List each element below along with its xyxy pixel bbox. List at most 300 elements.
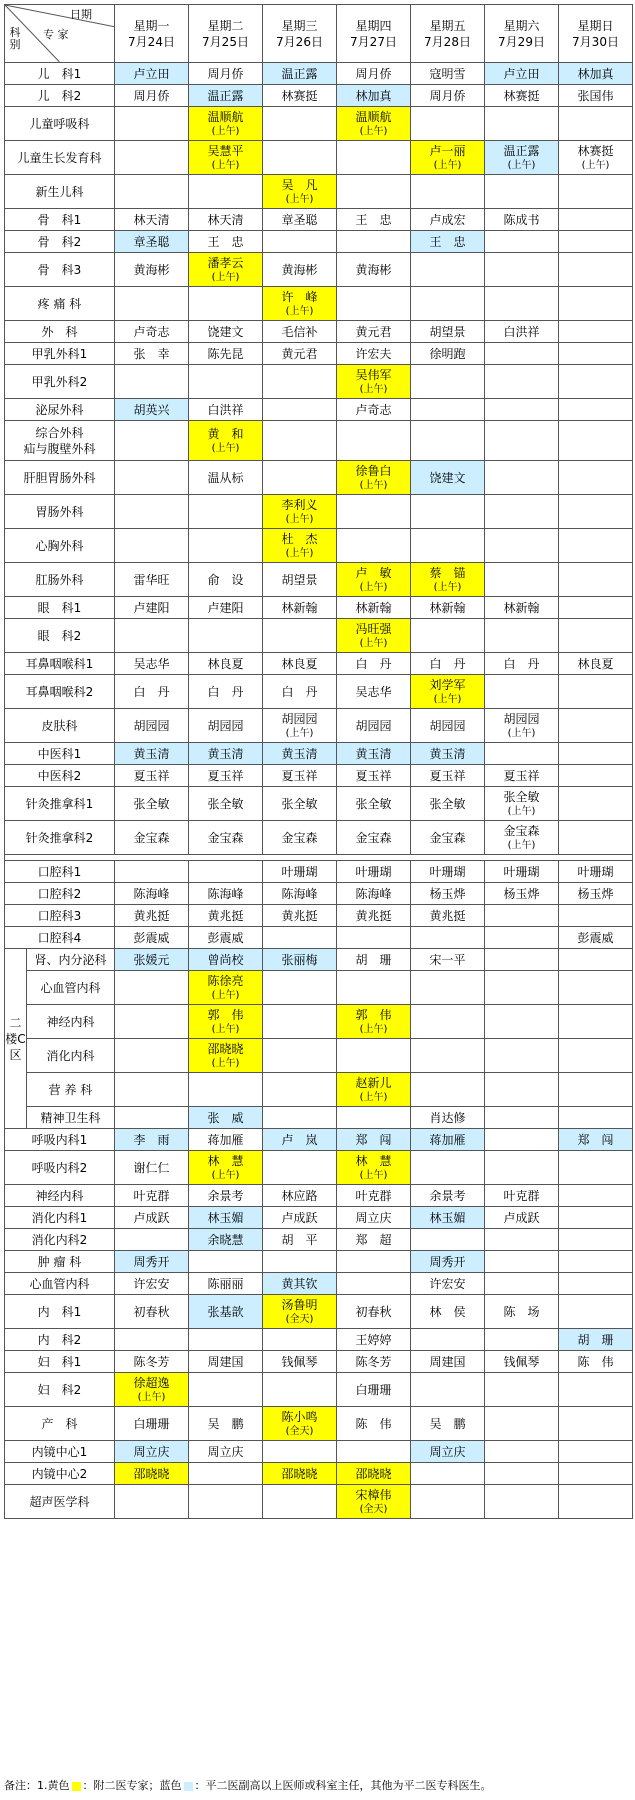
schedule-cell — [337, 1329, 411, 1351]
doctor-name: 黄兆挺 — [207, 908, 244, 923]
session-note: (上午) — [211, 271, 240, 283]
department-label: 超声医学科 — [5, 1485, 115, 1519]
schedule-cell — [337, 971, 411, 1005]
doctor-name: 卢立田 — [503, 66, 540, 81]
schedule-cell — [337, 141, 411, 175]
department-label: 内镜中心1 — [5, 1441, 115, 1463]
doctor-name: 陈海峰 — [355, 886, 392, 901]
schedule-cell — [337, 821, 411, 855]
schedule-cell — [485, 1039, 559, 1073]
schedule-cell — [263, 1373, 337, 1407]
schedule-cell — [485, 1463, 559, 1485]
doctor-name: 温正露 — [503, 143, 540, 158]
schedule-cell — [485, 787, 559, 821]
department-label: 儿童呼吸科 — [5, 107, 115, 141]
doctor-name: 林玉媚 — [429, 1210, 466, 1225]
schedule-cell — [263, 709, 337, 743]
doctor-name: 黄兆挺 — [281, 908, 318, 923]
schedule-cell — [559, 1005, 633, 1039]
schedule-cell — [411, 1251, 485, 1273]
schedule-cell — [189, 1129, 263, 1151]
schedule-cell — [411, 765, 485, 787]
doctor-name: 林新翰 — [429, 600, 466, 615]
department-label: 儿 科1 — [5, 63, 115, 85]
doctor-name: 张全敏 — [281, 796, 318, 811]
session-note: (上午) — [211, 159, 240, 171]
doctor-name: 吴 凡 — [281, 177, 318, 192]
schedule-cell — [189, 1407, 263, 1441]
schedule-row — [5, 1151, 633, 1185]
doctor-name: 吴志华 — [355, 684, 392, 699]
schedule-cell — [115, 85, 189, 107]
doctor-name: 周立庆 — [429, 1444, 466, 1459]
doctor-name: 张媛元 — [133, 952, 170, 967]
schedule-cell — [559, 1373, 633, 1407]
doctor-name: 曾尚校 — [207, 952, 244, 967]
schedule-cell — [337, 883, 411, 905]
department-label: 产 科 — [5, 1407, 115, 1441]
schedule-cell — [189, 1251, 263, 1273]
doctor-name: 钱佩琴 — [503, 1354, 540, 1369]
schedule-cell — [559, 175, 633, 209]
date-label: 7月25日 — [202, 34, 249, 49]
schedule-cell — [189, 821, 263, 855]
schedule-cell — [485, 1273, 559, 1295]
doctor-name: 吴慧平 — [207, 143, 244, 158]
department-label: 神经内科 — [27, 1005, 115, 1039]
session-note: (上午) — [285, 193, 314, 205]
doctor-name: 胡园园 — [207, 718, 244, 733]
schedule-cell — [559, 1295, 633, 1329]
schedule-cell — [263, 343, 337, 365]
doctor-name: 黄兆挺 — [429, 908, 466, 923]
doctor-name: 黄兆挺 — [133, 908, 170, 923]
date-label: 7月29日 — [498, 34, 545, 49]
session-note: (上午) — [507, 159, 536, 171]
department-label: 胃肠外科 — [5, 495, 115, 529]
doctor-name: 黄玉清 — [429, 746, 466, 761]
department-label-line: 疝与腹壁外科 — [23, 441, 96, 456]
schedule-cell — [485, 1351, 559, 1373]
schedule-cell — [189, 653, 263, 675]
doctor-name: 陈海峰 — [207, 886, 244, 901]
doctor-name: 张丽梅 — [281, 952, 318, 967]
schedule-cell — [263, 107, 337, 141]
schedule-cell — [189, 971, 263, 1005]
schedule-cell — [115, 743, 189, 765]
doctor-name: 黄玉清 — [355, 746, 392, 761]
schedule-cell — [411, 927, 485, 949]
doctor-name: 白 丹 — [207, 684, 244, 699]
doctor-name: 吴 鹏 — [207, 1416, 244, 1431]
schedule-cell — [559, 619, 633, 653]
schedule-cell — [115, 821, 189, 855]
schedule-cell — [189, 1295, 263, 1329]
session-note: (上午) — [433, 159, 462, 171]
schedule-cell — [337, 1039, 411, 1073]
schedule-cell — [337, 175, 411, 209]
schedule-cell — [115, 399, 189, 421]
schedule-cell — [411, 321, 485, 343]
doctor-name: 陈 伟 — [355, 1416, 392, 1431]
schedule-cell — [411, 107, 485, 141]
schedule-cell — [485, 1251, 559, 1273]
schedule-cell — [189, 1151, 263, 1185]
doctor-name: 初春秋 — [355, 1304, 392, 1319]
schedule-cell — [337, 1185, 411, 1207]
schedule-row — [5, 343, 633, 365]
schedule-cell — [337, 765, 411, 787]
schedule-cell — [115, 365, 189, 399]
schedule-cell — [263, 765, 337, 787]
schedule-cell — [263, 1151, 337, 1185]
schedule-cell — [263, 495, 337, 529]
schedule-cell — [115, 597, 189, 619]
doctor-name: 林赛挺 — [281, 88, 318, 103]
weekday-label: 星期二 — [207, 18, 244, 33]
group-label: 二楼C区 — [5, 949, 27, 1129]
schedule-cell — [411, 399, 485, 421]
schedule-cell — [115, 1151, 189, 1185]
schedule-cell — [411, 1107, 485, 1129]
schedule-cell — [485, 85, 559, 107]
department-label: 消化内科2 — [5, 1229, 115, 1251]
schedule-cell — [559, 343, 633, 365]
schedule-cell — [337, 1207, 411, 1229]
schedule-cell — [337, 1251, 411, 1273]
yellow-swatch-icon — [72, 1782, 81, 1791]
schedule-cell — [115, 253, 189, 287]
schedule-cell — [485, 107, 559, 141]
doctor-name: 林加真 — [355, 88, 392, 103]
schedule-cell — [485, 1229, 559, 1251]
doctor-name: 叶珊瑚 — [503, 864, 540, 879]
schedule-cell — [189, 1373, 263, 1407]
schedule-cell — [263, 597, 337, 619]
schedule-row — [5, 675, 633, 709]
session-note: (上午) — [285, 305, 314, 317]
schedule-row — [5, 1229, 633, 1251]
doctor-name: 陈海峰 — [281, 886, 318, 901]
schedule-cell — [115, 563, 189, 597]
schedule-row — [5, 1129, 633, 1151]
department-label: 神经内科 — [5, 1185, 115, 1207]
department-label: 中医科2 — [5, 765, 115, 787]
doctor-name: 卢成跃 — [133, 1210, 170, 1225]
doctor-name: 毛信补 — [281, 324, 318, 339]
doctor-name: 白 丹 — [355, 656, 392, 671]
schedule-cell — [411, 1151, 485, 1185]
doctor-name: 张 幸 — [133, 346, 170, 361]
doctor-name: 周月侨 — [355, 66, 392, 81]
doctor-name: 郑 闯 — [355, 1132, 392, 1147]
department-label: 消化内科1 — [5, 1207, 115, 1229]
schedule-cell — [115, 1005, 189, 1039]
session-note: (全天) — [285, 1425, 314, 1437]
doctor-name: 刘学军 — [429, 677, 466, 692]
doctor-name: 潘孝云 — [207, 255, 244, 270]
day-header-4 — [337, 5, 411, 63]
doctor-name: 张国伟 — [577, 88, 614, 103]
schedule-cell — [485, 529, 559, 563]
doctor-name: 林天清 — [207, 212, 244, 227]
schedule-cell — [115, 1463, 189, 1485]
doctor-name: 蒋加雁 — [207, 1132, 244, 1147]
doctor-name: 肖达修 — [429, 1110, 466, 1125]
doctor-name: 叶克群 — [355, 1188, 392, 1203]
schedule-cell — [559, 1185, 633, 1207]
schedule-cell — [337, 1129, 411, 1151]
schedule-cell — [189, 1463, 263, 1485]
schedule-cell — [411, 1351, 485, 1373]
schedule-cell — [115, 653, 189, 675]
schedule-cell — [411, 1273, 485, 1295]
doctor-name: 徐明跑 — [429, 346, 466, 361]
schedule-cell — [337, 1107, 411, 1129]
department-label: 新生儿科 — [5, 175, 115, 209]
doctor-name: 余景考 — [207, 1188, 244, 1203]
schedule-cell — [559, 321, 633, 343]
schedule-cell — [115, 861, 189, 883]
schedule-cell — [411, 1185, 485, 1207]
doctor-name: 林良夏 — [577, 656, 614, 671]
schedule-cell — [485, 365, 559, 399]
schedule-cell — [559, 949, 633, 971]
schedule-cell — [115, 709, 189, 743]
session-note: (全天) — [359, 1503, 388, 1515]
schedule-cell — [559, 563, 633, 597]
department-label: 眼 科1 — [5, 597, 115, 619]
schedule-cell — [115, 175, 189, 209]
department-label: 呼吸内科2 — [5, 1151, 115, 1185]
department-label: 妇 科1 — [5, 1351, 115, 1373]
schedule-cell — [337, 1351, 411, 1373]
schedule-row — [5, 421, 633, 461]
schedule-row — [5, 1251, 633, 1273]
header-row — [5, 5, 633, 63]
schedule-cell — [189, 529, 263, 563]
doctor-name: 张全敏 — [503, 789, 540, 804]
doctor-name: 卢 敏 — [355, 565, 392, 580]
schedule-cell — [411, 619, 485, 653]
doctor-name: 张 威 — [207, 1110, 244, 1125]
schedule-cell — [485, 971, 559, 1005]
schedule-cell — [189, 1107, 263, 1129]
doctor-name: 温正露 — [281, 66, 318, 81]
schedule-cell — [337, 1295, 411, 1329]
schedule-row — [5, 597, 633, 619]
department-label: 骨 科2 — [5, 231, 115, 253]
footer-blue-text: ：平二医副高以上医师或科室主任，其他为平二医专科医生。 — [194, 1779, 492, 1792]
schedule-cell — [263, 1485, 337, 1519]
schedule-cell — [263, 1351, 337, 1373]
schedule-cell — [411, 495, 485, 529]
doctor-name: 温正露 — [207, 88, 244, 103]
doctor-name: 林应路 — [281, 1188, 318, 1203]
schedule-table — [4, 4, 633, 1519]
schedule-cell — [337, 63, 411, 85]
schedule-cell — [485, 1129, 559, 1151]
schedule-cell — [559, 107, 633, 141]
schedule-cell — [485, 709, 559, 743]
doctor-name: 卢 岚 — [281, 1132, 318, 1147]
doctor-name: 白珊珊 — [133, 1416, 170, 1431]
doctor-name: 金宝森 — [207, 830, 244, 845]
schedule-cell — [263, 675, 337, 709]
doctor-name: 黄海彬 — [281, 262, 318, 277]
footer-prefix: 备注：1.黄色 — [4, 1779, 70, 1792]
schedule-cell — [189, 597, 263, 619]
schedule-cell — [115, 1229, 189, 1251]
doctor-name: 周建国 — [207, 1354, 244, 1369]
schedule-cell — [337, 343, 411, 365]
department-label: 内 科1 — [5, 1295, 115, 1329]
schedule-cell — [115, 883, 189, 905]
schedule-cell — [337, 321, 411, 343]
schedule-cell — [485, 141, 559, 175]
schedule-row — [5, 787, 633, 821]
schedule-row — [5, 365, 633, 399]
doctor-name: 郭 伟 — [355, 1007, 392, 1022]
schedule-cell — [115, 765, 189, 787]
schedule-cell — [189, 63, 263, 85]
schedule-cell — [485, 175, 559, 209]
doctor-name: 周月侨 — [429, 88, 466, 103]
department-label: 口腔科1 — [5, 861, 115, 883]
schedule-cell — [411, 1407, 485, 1441]
schedule-cell — [337, 287, 411, 321]
doctor-name: 冯旺强 — [355, 621, 392, 636]
department-label: 心血管内科 — [5, 1273, 115, 1295]
schedule-cell — [189, 1073, 263, 1107]
doctor-name: 王 忠 — [429, 234, 466, 249]
schedule-cell — [411, 883, 485, 905]
doctor-name: 陈成书 — [503, 212, 540, 227]
schedule-cell — [263, 1295, 337, 1329]
doctor-name: 白 丹 — [429, 656, 466, 671]
schedule-cell — [485, 321, 559, 343]
schedule-cell — [337, 365, 411, 399]
department-label: 甲乳外科1 — [5, 343, 115, 365]
schedule-cell — [115, 321, 189, 343]
schedule-cell — [337, 675, 411, 709]
doctor-name: 雷华旺 — [133, 572, 170, 587]
schedule-cell — [559, 861, 633, 883]
schedule-cell — [189, 1207, 263, 1229]
doctor-name: 吴 鹏 — [429, 1416, 466, 1431]
schedule-cell — [559, 1351, 633, 1373]
schedule-cell — [411, 821, 485, 855]
doctor-name: 夏玉祥 — [503, 768, 540, 783]
schedule-row — [5, 1351, 633, 1373]
doctor-name: 徐超逸 — [133, 1375, 170, 1390]
doctor-name: 李 雨 — [133, 1132, 170, 1147]
schedule-cell — [189, 421, 263, 461]
doctor-name: 杨玉烨 — [429, 886, 466, 901]
schedule-row — [5, 709, 633, 743]
schedule-cell — [559, 905, 633, 927]
schedule-cell — [189, 883, 263, 905]
doctor-name: 许宏安 — [133, 1276, 170, 1291]
schedule-cell — [559, 1329, 633, 1351]
session-note: (上午) — [359, 1023, 388, 1035]
schedule-cell — [485, 343, 559, 365]
doctor-name: 叶克群 — [503, 1188, 540, 1203]
schedule-cell — [263, 1441, 337, 1463]
schedule-cell — [263, 1229, 337, 1251]
schedule-cell — [411, 1129, 485, 1151]
doctor-name: 陈 伟 — [577, 1354, 614, 1369]
doctor-name: 邵晓晓 — [281, 1466, 318, 1481]
schedule-cell — [115, 495, 189, 529]
schedule-cell — [263, 141, 337, 175]
doctor-name: 谢仁仁 — [133, 1160, 170, 1175]
schedule-cell — [559, 399, 633, 421]
schedule-row — [5, 883, 633, 905]
schedule-cell — [263, 743, 337, 765]
schedule-cell — [559, 1073, 633, 1107]
schedule-cell — [115, 675, 189, 709]
department-label: 肛肠外科 — [5, 563, 115, 597]
schedule-cell — [559, 597, 633, 619]
schedule-cell — [411, 343, 485, 365]
schedule-cell — [485, 1005, 559, 1039]
doctor-name: 张全敏 — [207, 796, 244, 811]
schedule-cell — [115, 343, 189, 365]
schedule-cell — [485, 905, 559, 927]
schedule-row — [5, 1039, 633, 1073]
schedule-row — [5, 1441, 633, 1463]
doctor-name: 夏玉祥 — [355, 768, 392, 783]
doctor-name: 杨玉烨 — [503, 886, 540, 901]
schedule-cell — [337, 85, 411, 107]
doctor-name: 陈先昆 — [207, 346, 244, 361]
schedule-cell — [485, 253, 559, 287]
schedule-row — [5, 1185, 633, 1207]
schedule-cell — [115, 1251, 189, 1273]
schedule-row — [5, 743, 633, 765]
schedule-cell — [559, 1229, 633, 1251]
schedule-cell — [411, 743, 485, 765]
department-label: 肾、内分泌科 — [27, 949, 115, 971]
schedule-cell — [115, 1207, 189, 1229]
schedule-cell — [485, 927, 559, 949]
schedule-cell — [411, 253, 485, 287]
schedule-row — [5, 765, 633, 787]
doctor-name: 胡园园 — [281, 711, 318, 726]
schedule-cell — [411, 675, 485, 709]
schedule-cell — [411, 209, 485, 231]
doctor-name: 张全敏 — [355, 796, 392, 811]
schedule-cell — [411, 787, 485, 821]
doctor-name: 邵晓晓 — [207, 1041, 244, 1056]
date-label: 7月28日 — [424, 34, 471, 49]
doctor-name: 胡园园 — [355, 718, 392, 733]
schedule-cell — [115, 63, 189, 85]
doctor-name: 胡望景 — [281, 572, 318, 587]
schedule-cell — [115, 1185, 189, 1207]
doctor-name: 周立庆 — [133, 1444, 170, 1459]
doctor-name: 钱佩琴 — [281, 1354, 318, 1369]
schedule-cell — [263, 1329, 337, 1351]
schedule-cell — [485, 653, 559, 675]
doctor-name: 周立庆 — [355, 1210, 392, 1225]
doctor-name: 胡 珊 — [577, 1332, 614, 1347]
session-note: (上午) — [433, 581, 462, 593]
doctor-name: 黄玉清 — [281, 746, 318, 761]
schedule-cell — [115, 1295, 189, 1329]
doctor-name: 周立庆 — [207, 1444, 244, 1459]
